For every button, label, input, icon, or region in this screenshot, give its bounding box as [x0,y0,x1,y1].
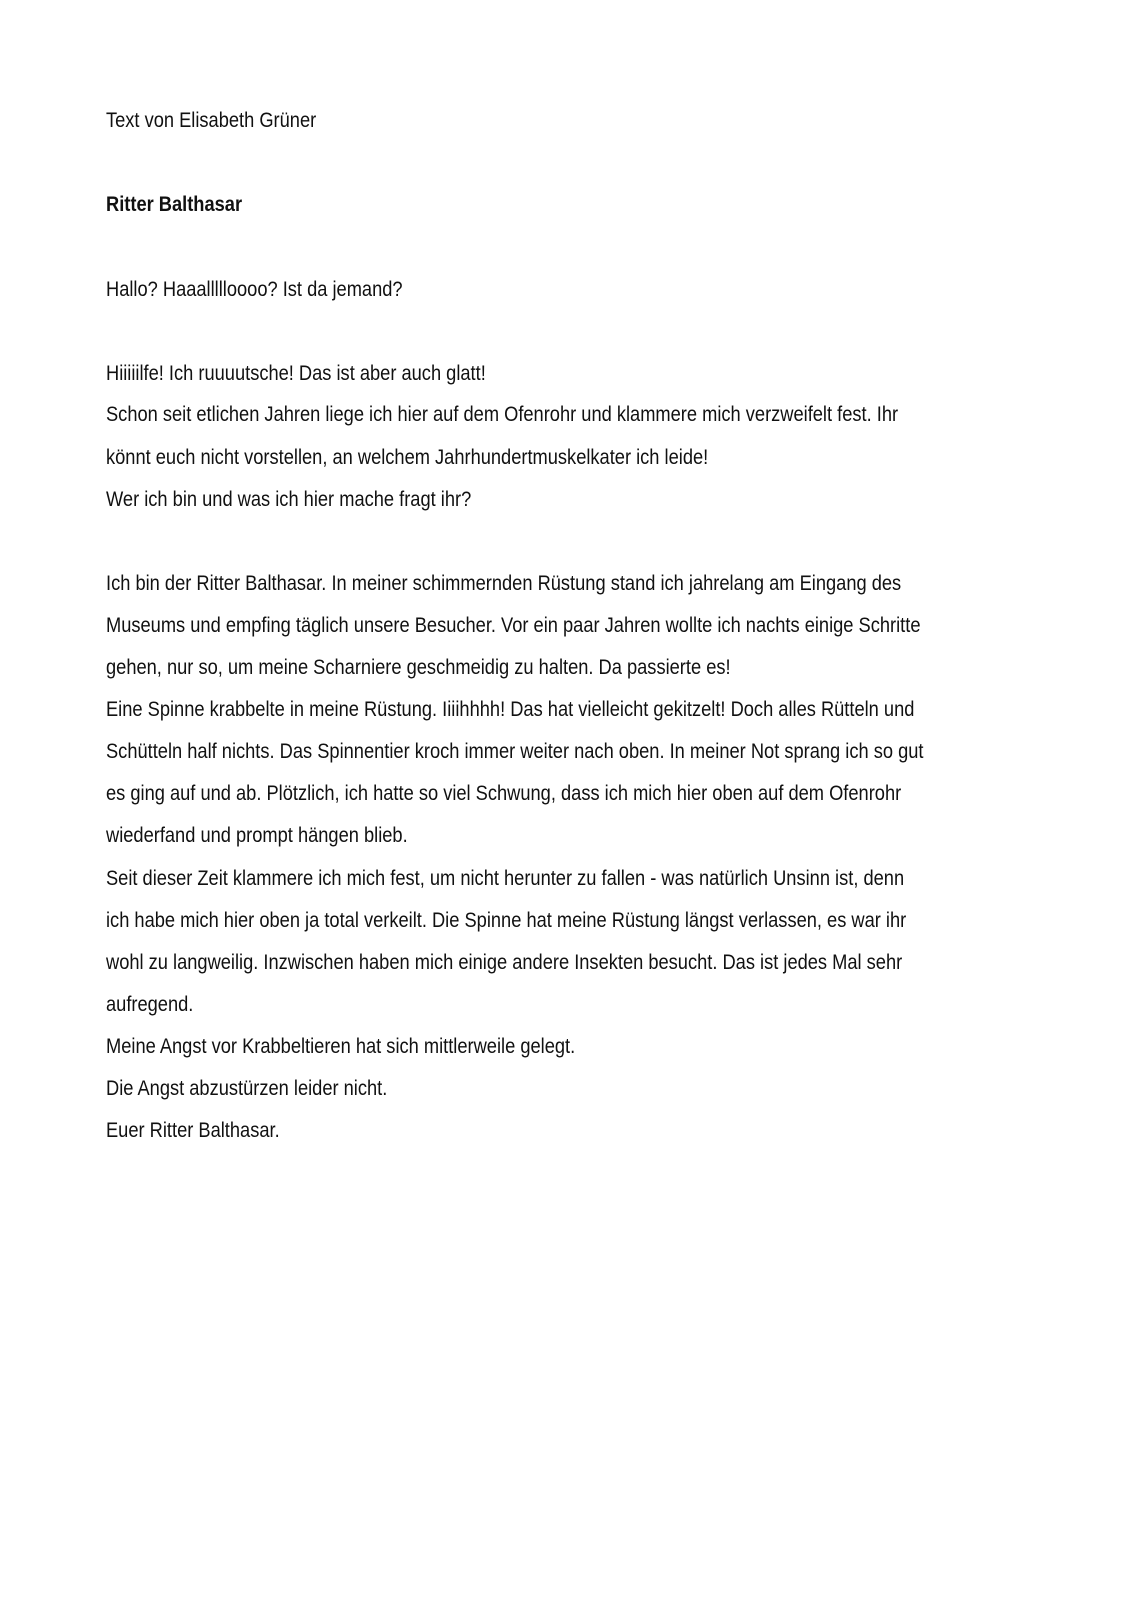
document-title: Ritter Balthasar [106,193,243,216]
author-line: Text von Elisabeth Grüner [106,109,317,132]
text-line: aufregend. [106,993,194,1016]
text-line: wiederfand und prompt hängen blieb. [106,824,408,847]
text-line: Die Angst abzustürzen leider nicht. [106,1077,388,1100]
text-line: Hiiiiilfe! Ich ruuuutsche! Das ist aber auch glatt! [106,362,486,385]
text-line: Hallo? Haaallllloooo? Ist da jemand? [106,278,403,301]
text-line: Ich bin der Ritter Balthasar. In meiner schimmernden Rüstung stand ich jahrelang am Eingang des [106,572,902,595]
text-line: Eine Spinne krabbelte in meine Rüstung. Iiiihhhh! Das hat vielleicht gekitzelt! Doch alles Rütteln und [106,698,915,721]
text-line: Meine Angst vor Krabbeltieren hat sich mittlerweile gelegt. [106,1035,576,1058]
text-line: wohl zu langweilig. Inzwischen haben mich einige andere Insekten besucht. Das ist jedes Mal sehr [106,951,903,974]
text-line: Museums und empfing täglich unsere Besucher. Vor ein paar Jahren wollte ich nachts einige Schritte [106,614,921,637]
text-line: Wer ich bin und was ich hier mache fragt ihr? [106,488,472,511]
text-line: ich habe mich hier oben ja total verkeilt. Die Spinne hat meine Rüstung längst verlassen, es war ihr [106,909,907,932]
text-line: Seit dieser Zeit klammere ich mich fest, um nicht herunter zu fallen - was natürlich Unsinn ist, denn [106,867,905,890]
text-line: Schon seit etlichen Jahren liege ich hier auf dem Ofenrohr und klammere mich verzweifelt fest. Ihr [106,403,899,426]
signature-line: Euer Ritter Balthasar. [106,1119,280,1142]
text-line: könnt euch nicht vorstellen, an welchem Jahrhundertmuskelkater ich leide! [106,446,709,469]
text-line: Schütteln half nichts. Das Spinnentier kroch immer weiter nach oben. In meiner Not sprang ich so gut [106,740,924,763]
text-line: gehen, nur so, um meine Scharniere geschmeidig zu halten. Da passierte es! [106,656,731,679]
text-line: es ging auf und ab. Plötzlich, ich hatte so viel Schwung, dass ich mich hier oben auf dem Ofenrohr [106,782,902,805]
